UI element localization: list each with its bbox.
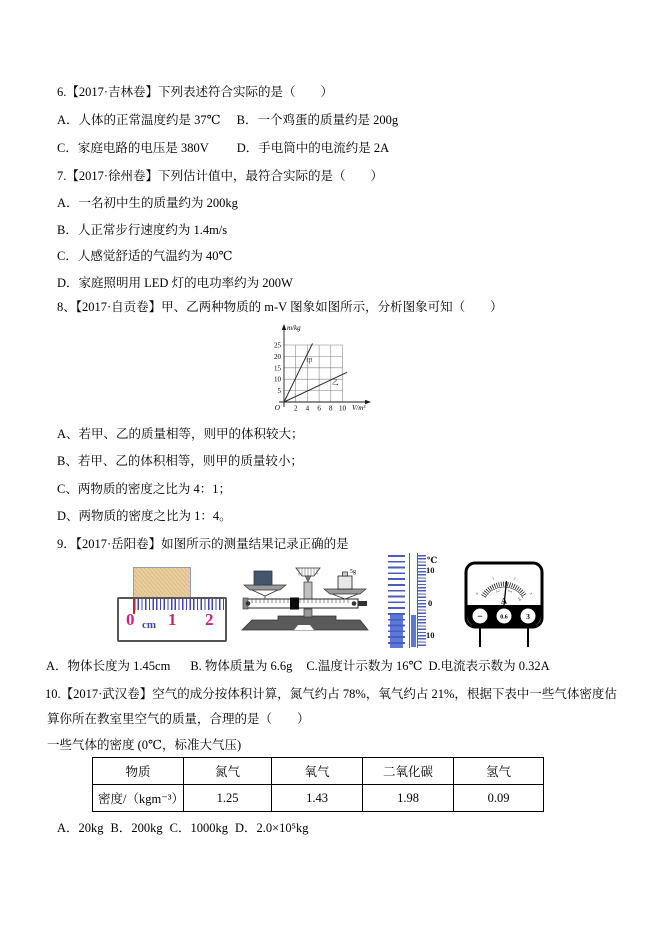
- q8-option-b: B、若甲、乙的体积相等，则甲的质量较小；: [57, 454, 303, 468]
- density-oxygen: 1.43: [272, 785, 363, 812]
- right-pan: [324, 589, 366, 594]
- graph-grid: [284, 345, 343, 402]
- svg-text:3: 3: [528, 591, 534, 596]
- ruler-number-1: 1: [168, 610, 177, 629]
- thermometer-label-10: 10: [426, 565, 435, 575]
- q9-options: [46, 659, 550, 674]
- beam-left-pivot: [246, 601, 251, 606]
- q6-options-cd: [57, 141, 389, 156]
- thermometer-figure: [388, 553, 438, 650]
- svg-text:2: 2: [513, 576, 517, 581]
- y-axis-arrow: [282, 324, 286, 330]
- header-co2: 二氧化碳: [363, 758, 454, 785]
- q8-stem: 8、【2017·自贡卷】甲、乙两种物质的 m-V 图象如图所示，分析图象可知（ ）: [57, 300, 503, 314]
- right-pan-support: [332, 594, 358, 599]
- q9-option-a: A．物体长度为 1.45cm: [46, 659, 171, 673]
- header-substance: 物质: [93, 758, 184, 785]
- q6-options-ab: [57, 113, 398, 128]
- q8-option-d: D、两物质的密度之比为 1：4。: [57, 509, 232, 523]
- thermometer-left-scale: [388, 555, 405, 647]
- header-oxygen: 氧气: [272, 758, 363, 785]
- thermometer-tube-liquid: [411, 615, 416, 647]
- beam-right-pivot: [352, 601, 357, 606]
- q10-option-a: A．20kg: [57, 821, 104, 835]
- q10-options: [57, 821, 309, 836]
- beam-adjust-knob: [358, 601, 367, 606]
- svg-text:10: 10: [339, 404, 346, 413]
- q6-option-d: D．手电筒中的电流约是 2A: [236, 141, 390, 155]
- balance-upper-pillar: [304, 582, 312, 599]
- x-tick-labels: [294, 405, 347, 413]
- ruler-number-2: 2: [205, 610, 214, 629]
- origin-label: O: [274, 403, 280, 412]
- q10-option-c: C．1000kg: [169, 821, 228, 835]
- x-axis-arrow: [365, 400, 371, 404]
- svg-text:8: 8: [329, 404, 333, 413]
- q9-option-c: C.温度计示数为 16℃: [306, 659, 423, 673]
- svg-text:10: 10: [274, 375, 281, 384]
- q10-option-d: D．2.0×10⁵kg: [234, 821, 309, 835]
- ammeter-unit-label: A: [500, 595, 508, 606]
- q8-option-c: C、两物质的密度之比为 4：1；: [57, 482, 231, 496]
- measured-wood-block: [133, 567, 191, 599]
- q10-stem-line2: 算你所在教室里空气的质量，合理的是（ ）: [47, 712, 310, 726]
- series-jia-line: [284, 344, 313, 403]
- thermometer-label-minus10: 10: [426, 630, 435, 640]
- table-density-row: [93, 785, 544, 812]
- balance-lower-pillar: [304, 609, 312, 617]
- q7-option-d: D．家庭照明用 LED 灯的电功率约为 200W: [57, 276, 293, 290]
- thermometer-right-ticks: [418, 555, 426, 647]
- ammeter-figure: [464, 561, 544, 649]
- header-hydrogen: 氢气: [454, 758, 544, 785]
- svg-text:0.2: 0.2: [495, 588, 501, 594]
- svg-text:0: 0: [474, 591, 480, 596]
- left-pan-support: [252, 590, 278, 599]
- q7-option-a: A．一名初中生的质量约为 200kg: [57, 196, 238, 210]
- x-axis-label: V/m³: [352, 404, 366, 412]
- q6-option-b: B．一个鸡蛋的质量约是 200g: [236, 113, 399, 127]
- weighed-object: [254, 571, 272, 585]
- y-axis-label: m/kg: [287, 324, 301, 332]
- ammeter-negative-label: −: [477, 611, 483, 623]
- svg-text:2: 2: [293, 404, 298, 413]
- q9-option-d: D.电流表示数为 0.32A: [428, 659, 550, 673]
- q7-option-c: C．人感觉舒适的气温约为 40℃: [57, 249, 233, 263]
- left-pan: [244, 585, 286, 590]
- q10-stem-line1: 10.【2017·武汉卷】空气的成分按体积计算，氮气约占 78%，氧气约占 21%，根据下表中一些气体密度估: [45, 687, 617, 701]
- weight-5g-knob: [343, 572, 348, 576]
- ruler-number-0: 0: [126, 610, 135, 629]
- ruler-tick-marks: [134, 599, 224, 610]
- ruler-figure: [117, 563, 239, 641]
- q6-option-a: A．人体的正常温度约是 37℃: [57, 113, 221, 127]
- svg-text:6: 6: [317, 404, 321, 413]
- balance-beam: [246, 599, 358, 608]
- thermometer-label-0: 0: [428, 598, 433, 608]
- svg-text:0.6: 0.6: [516, 596, 523, 602]
- weight-5g-label: 5g: [350, 569, 356, 575]
- header-nitrogen: 氮气: [184, 758, 272, 785]
- balance-scale-figure: [238, 566, 373, 632]
- ammeter-3-label: 3: [526, 612, 530, 621]
- density-co2: 1.98: [363, 785, 454, 812]
- q9-stem: 9．【2017·岳阳卷】如图所示的测量结果记录正确的是: [57, 537, 349, 551]
- table-header-row: [93, 758, 544, 785]
- ammeter-06-label: 0.6: [500, 614, 508, 621]
- svg-text:1: 1: [491, 576, 495, 581]
- q7-option-b: B．人正常步行速度约为 1.4m/s: [57, 223, 228, 237]
- svg-text:15: 15: [274, 364, 281, 373]
- svg-text:25: 25: [274, 341, 281, 350]
- q10-option-b: B．200kg: [110, 821, 163, 835]
- svg-text:4: 4: [305, 404, 310, 413]
- q9-option-b: B. 物体质量为 6.6g: [190, 659, 293, 673]
- q6-stem: 6.【2017·吉林卷】下列表述符合实际的是（ ）: [57, 85, 334, 99]
- q8-option-a: A、若甲、乙的质量相等，则甲的体积较大；: [57, 427, 304, 441]
- weight-5g-body: [338, 576, 352, 589]
- q10-table-caption: 一些气体的密度 (0℃，标准大气压): [47, 738, 242, 752]
- svg-text:20: 20: [274, 352, 281, 361]
- density-nitrogen: 1.25: [184, 785, 272, 812]
- thermometer-unit: ℃: [427, 555, 438, 565]
- balance-pointer-needle: [305, 576, 311, 582]
- svg-text:0.4: 0.4: [507, 588, 513, 594]
- q6-option-c: C．家庭电路的电压是 380V: [57, 141, 209, 155]
- y-tick-labels: [274, 342, 282, 396]
- graph-axes: [279, 328, 367, 407]
- ruler-body: [117, 597, 227, 642]
- gas-density-table: [92, 757, 544, 812]
- svg-text:5: 5: [277, 387, 281, 396]
- rider-weight: [290, 598, 299, 610]
- series-yi-label: 乙: [332, 379, 339, 387]
- mv-graph-figure: [250, 320, 395, 420]
- density-hydrogen: 0.09: [454, 785, 544, 812]
- density-row-label: 密度/（kgm⁻³）: [93, 785, 184, 812]
- q7-stem: 7.【2017·徐州卷】下列估计值中，最符合实际的是（ ）: [57, 169, 384, 183]
- series-yi-line: [284, 372, 347, 402]
- ruler-unit-label: cm: [142, 619, 157, 631]
- series-jia-label: 甲: [306, 358, 313, 365]
